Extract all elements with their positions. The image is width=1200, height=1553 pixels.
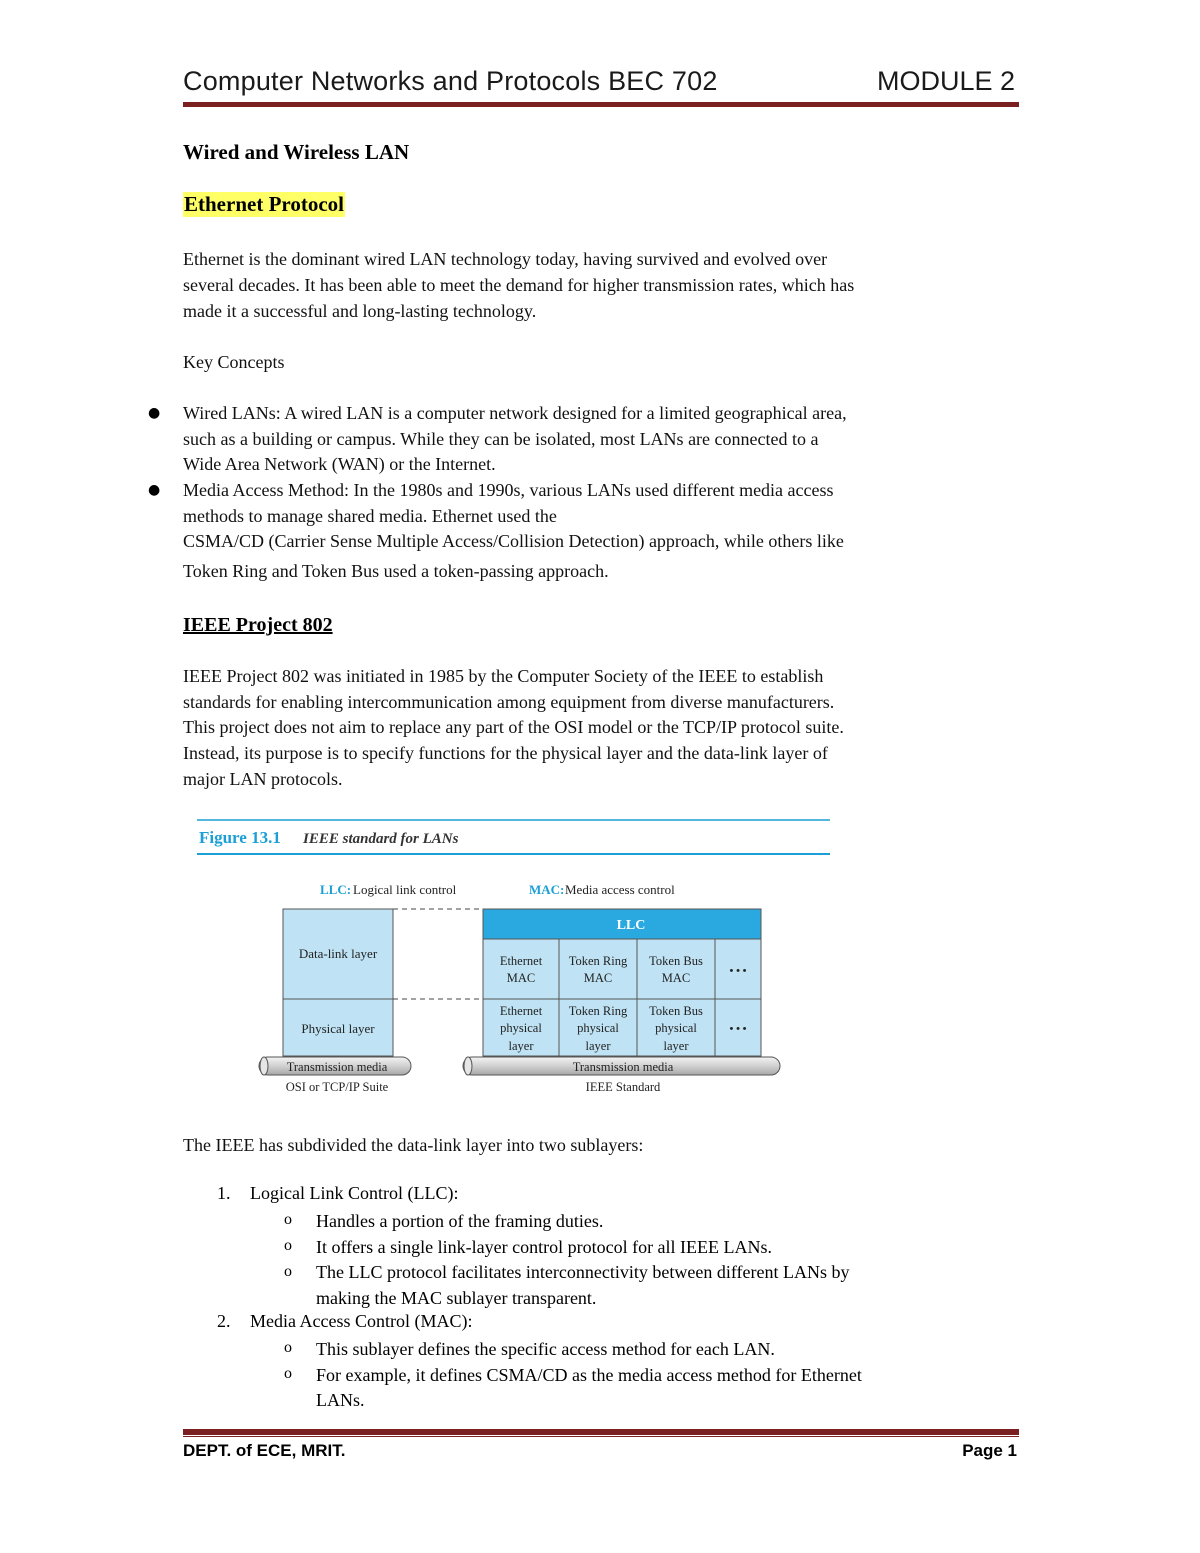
header-module: MODULE 2 — [876, 66, 1015, 96]
left-suite-label: OSI or TCP/IP Suite — [285, 1080, 389, 1094]
ieee-line-2: standards for enabling intercommunication among equipment from diverse manufacturers. — [183, 692, 835, 712]
left-media-label: Transmission media — [286, 1060, 388, 1074]
physical-layer-label: Physical layer — [301, 1021, 375, 1036]
tokenbus-mac-cell — [637, 939, 715, 999]
llc-item-label: Logical Link Control (LLC): — [250, 1183, 459, 1203]
llc-point-3-line-1: The LLC protocol facilitates interconnectivity between different LANs by — [316, 1262, 850, 1282]
ethernet-phy-line1: Ethernet — [499, 1004, 543, 1018]
tokenbus-phy-line1: Token Bus — [649, 1004, 703, 1018]
legend-mac-abbr: MAC: — [529, 882, 565, 897]
mac-point-2-line-1: For example, it defines CSMA/CD as the media access method for Ethernet — [316, 1365, 862, 1385]
page-header — [183, 66, 1019, 100]
mac-point-2-line-2: LANs. — [316, 1390, 365, 1410]
ieee-line-1: IEEE Project 802 was initiated in 1985 by the Computer Society of the IEEE to establish — [183, 666, 824, 686]
mac-item-label: Media Access Control (MAC): — [250, 1311, 473, 1331]
section-title: Wired and Wireless LAN — [183, 140, 410, 164]
tokenring-phy-line3: layer — [585, 1039, 611, 1053]
mac-ellipsis: • • • — [729, 965, 747, 977]
footer-rule-thin — [183, 1436, 1019, 1437]
tokenring-phy-line2: physical — [577, 1021, 619, 1035]
bullet-dot: ● — [148, 482, 161, 498]
tokenring-phy-line1: Token Ring — [568, 1004, 628, 1018]
ethernet-mac-line2: MAC — [506, 971, 536, 985]
ethernet-phy-line3: layer — [508, 1039, 534, 1053]
ethernet-phy-line2: physical — [500, 1021, 542, 1035]
phy-ellipsis: • • • — [729, 1023, 747, 1035]
tokenbus-mac-line2: MAC — [661, 971, 691, 985]
legend-llc-abbr: LLC: — [320, 882, 352, 897]
left-media-cylinder-end — [260, 1057, 268, 1075]
mac-point-1: This sublayer defines the specific access method for each LAN. — [316, 1339, 775, 1359]
tokenbus-phy-line2: physical — [655, 1021, 697, 1035]
llc-point-2: It offers a single link-layer control protocol for all IEEE LANs. — [316, 1237, 773, 1257]
header-title: Computer Networks and Protocols BEC 702 — [183, 66, 718, 96]
sub-bullet-marker: o — [284, 1211, 292, 1228]
bullet-2-line-1: Media Access Method: In the 1980s and 1990s, various LANs used different media access — [183, 480, 834, 500]
llc-point-3-line-2: making the MAC sublayer transparent. — [316, 1288, 597, 1308]
figure-caption: IEEE standard for LANs — [303, 831, 459, 847]
bullet-dot: ● — [148, 405, 161, 421]
key-concepts-label: Key Concepts — [183, 352, 285, 372]
figure-ieee-standard — [183, 810, 843, 1110]
bullet-2-line-4: Token Ring and Token Bus used a token-passing approach. — [183, 561, 609, 581]
sub-bullet-marker: o — [284, 1263, 292, 1280]
bullet-2-line-3: CSMA/CD (Carrier Sense Multiple Access/Collision Detection) approach, while others like — [183, 531, 844, 551]
footer-dept: DEPT. of ECE, MRIT. — [183, 1441, 346, 1460]
figure-number: Figure 13.1 — [199, 828, 281, 847]
right-media-cylinder-end — [464, 1057, 472, 1075]
bullet-1-line-1: Wired LANs: A wired LAN is a computer network designed for a limited geographical area, — [183, 403, 847, 423]
datalink-layer-label: Data-link layer — [298, 946, 378, 961]
bullet-1-line-3: Wide Area Network (WAN) or the Internet. — [183, 454, 496, 474]
intro-line-1: Ethernet is the dominant wired LAN technology today, having survived and evolved over — [183, 249, 828, 269]
tokenring-mac-line2: MAC — [583, 971, 613, 985]
tokenbus-phy-line3: layer — [663, 1039, 689, 1053]
section-subtitle: Ethernet Protocol — [184, 192, 344, 216]
ieee-line-5: major LAN protocols. — [183, 769, 343, 789]
footer-rule — [183, 1429, 1019, 1435]
llc-bar-label: LLC — [616, 918, 646, 933]
ieee-line-3: This project does not aim to replace any part of the OSI model or the TCP/IP protocol suite. — [183, 717, 844, 737]
sublayers-intro: The IEEE has subdivided the data-link layer into two sublayers: — [183, 1135, 644, 1155]
intro-line-3: made it a successful and long-lasting technology. — [183, 301, 537, 321]
llc-point-1: Handles a portion of the framing duties. — [316, 1211, 604, 1231]
sub-bullet-marker: o — [284, 1339, 292, 1356]
header-rule — [183, 102, 1019, 107]
figure-diagram — [183, 810, 843, 1110]
intro-line-2: several decades. It has been able to meet the demand for higher transmission rates, which has — [183, 275, 855, 295]
right-media-label: Transmission media — [572, 1060, 674, 1074]
bullet-2-line-2: methods to manage shared media. Ethernet used the — [183, 506, 557, 526]
bullet-1-line-2: such as a building or campus. While they can be isolated, most LANs are connected to a — [183, 429, 819, 449]
right-standard-label: IEEE Standard — [585, 1080, 661, 1094]
legend-mac: Media access control — [565, 882, 675, 897]
ethernet-mac-line1: Ethernet — [499, 954, 543, 968]
sub-bullet-marker: o — [284, 1237, 292, 1254]
tokenring-mac-line1: Token Ring — [568, 954, 628, 968]
ethernet-mac-cell — [483, 939, 559, 999]
list-number: 1. — [217, 1183, 231, 1203]
ieee-heading: IEEE Project 802 — [183, 614, 333, 636]
tokenring-mac-cell — [559, 939, 637, 999]
footer-page-number: Page 1 — [962, 1441, 1017, 1460]
sub-bullet-marker: o — [284, 1365, 292, 1382]
legend-llc: Logical link control — [353, 882, 457, 897]
tokenbus-mac-line1: Token Bus — [649, 954, 703, 968]
list-number: 2. — [217, 1311, 231, 1331]
ieee-line-4: Instead, its purpose is to specify functions for the physical layer and the data-link layer of — [183, 743, 828, 763]
